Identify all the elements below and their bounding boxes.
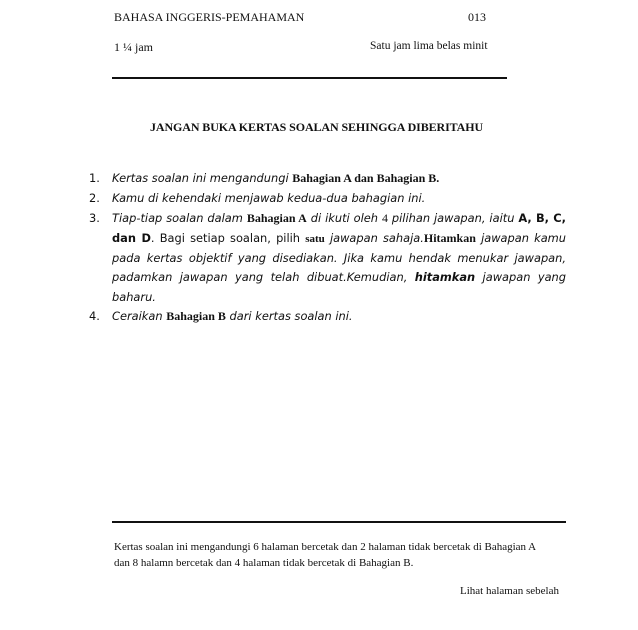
instruction-text: di ikuti oleh	[306, 211, 382, 225]
instruction-line	[112, 268, 566, 288]
option-letters: dan D	[112, 231, 151, 245]
instruction-text: padamkan jawapan yang telah dibuat.Kemudian,	[112, 270, 415, 284]
instruction-line	[112, 229, 566, 249]
instruction-text: . Bagi setiap soalan, pilih	[150, 231, 306, 245]
instruction-number: 4.	[89, 309, 100, 323]
instruction-text: Kamu di kehendaki menjawab kedua-dua bahagian ini.	[112, 191, 426, 205]
header-divider	[112, 77, 507, 79]
instruction-item-4	[78, 307, 566, 327]
subject-title: BAHASA INGGERIS-PEMAHAMAN	[114, 10, 305, 24]
instruction-list	[78, 169, 566, 327]
instruction-item-1	[78, 169, 566, 189]
instruction-number: 1.	[89, 171, 100, 185]
instruction-bold-text: hitamkan	[414, 270, 476, 284]
instruction-text: pilihan jawapan, iaitu	[387, 211, 519, 225]
duration-words: Satu jam lima belas minit	[370, 40, 488, 52]
instruction-bold-text: Bahagian B	[166, 309, 226, 323]
footer-divider	[112, 521, 566, 523]
instruction-bold-text: Bahagian A	[246, 211, 307, 225]
instruction-text: jawapan kamu	[475, 231, 566, 245]
page-count-line-2: dan 8 halamn bercetak dan 4 halaman tidak bercetak di Bahagian B.	[114, 557, 414, 569]
instruction-text: Kertas soalan ini mengandungi	[112, 171, 293, 185]
paper-code: 013	[468, 10, 486, 24]
warning-title: JANGAN BUKA KERTAS SOALAN SEHINGGA DIBERITAHU	[150, 120, 484, 134]
instruction-line: pada kertas objektif yang disediakan. Jika kamu hendak menukar jawapan,	[112, 251, 566, 265]
instruction-number-text: 4	[381, 211, 388, 225]
instruction-number: 2.	[89, 191, 100, 205]
instruction-text: jawapan sahaja.	[324, 231, 424, 245]
next-page-note: Lihat halaman sebelah	[460, 585, 559, 597]
duration: 1 ¼ jam	[114, 40, 153, 54]
instruction-line	[112, 209, 566, 229]
instruction-item-3	[78, 209, 566, 307]
instruction-text: jawapan yang	[475, 270, 566, 284]
instruction-bold-text: Hitamkan	[423, 231, 476, 245]
instruction-item-2	[78, 189, 566, 209]
instruction-text: Ceraikan	[112, 309, 167, 323]
option-letters: A, B, C,	[518, 211, 566, 225]
instruction-number: 3.	[89, 211, 100, 225]
instruction-line: baharu.	[112, 290, 156, 304]
instruction-bold-text: Bahagian A dan Bahagian B.	[292, 171, 440, 185]
instruction-text: Tiap-tiap soalan dalam	[112, 211, 247, 225]
instruction-text: dari kertas soalan ini.	[225, 309, 353, 323]
page-count-line-1: Kertas soalan ini mengandungi 6 halaman bercetak dan 2 halaman tidak bercetak di Bahagian A	[114, 541, 537, 553]
instruction-bold-text: satu	[305, 233, 325, 245]
